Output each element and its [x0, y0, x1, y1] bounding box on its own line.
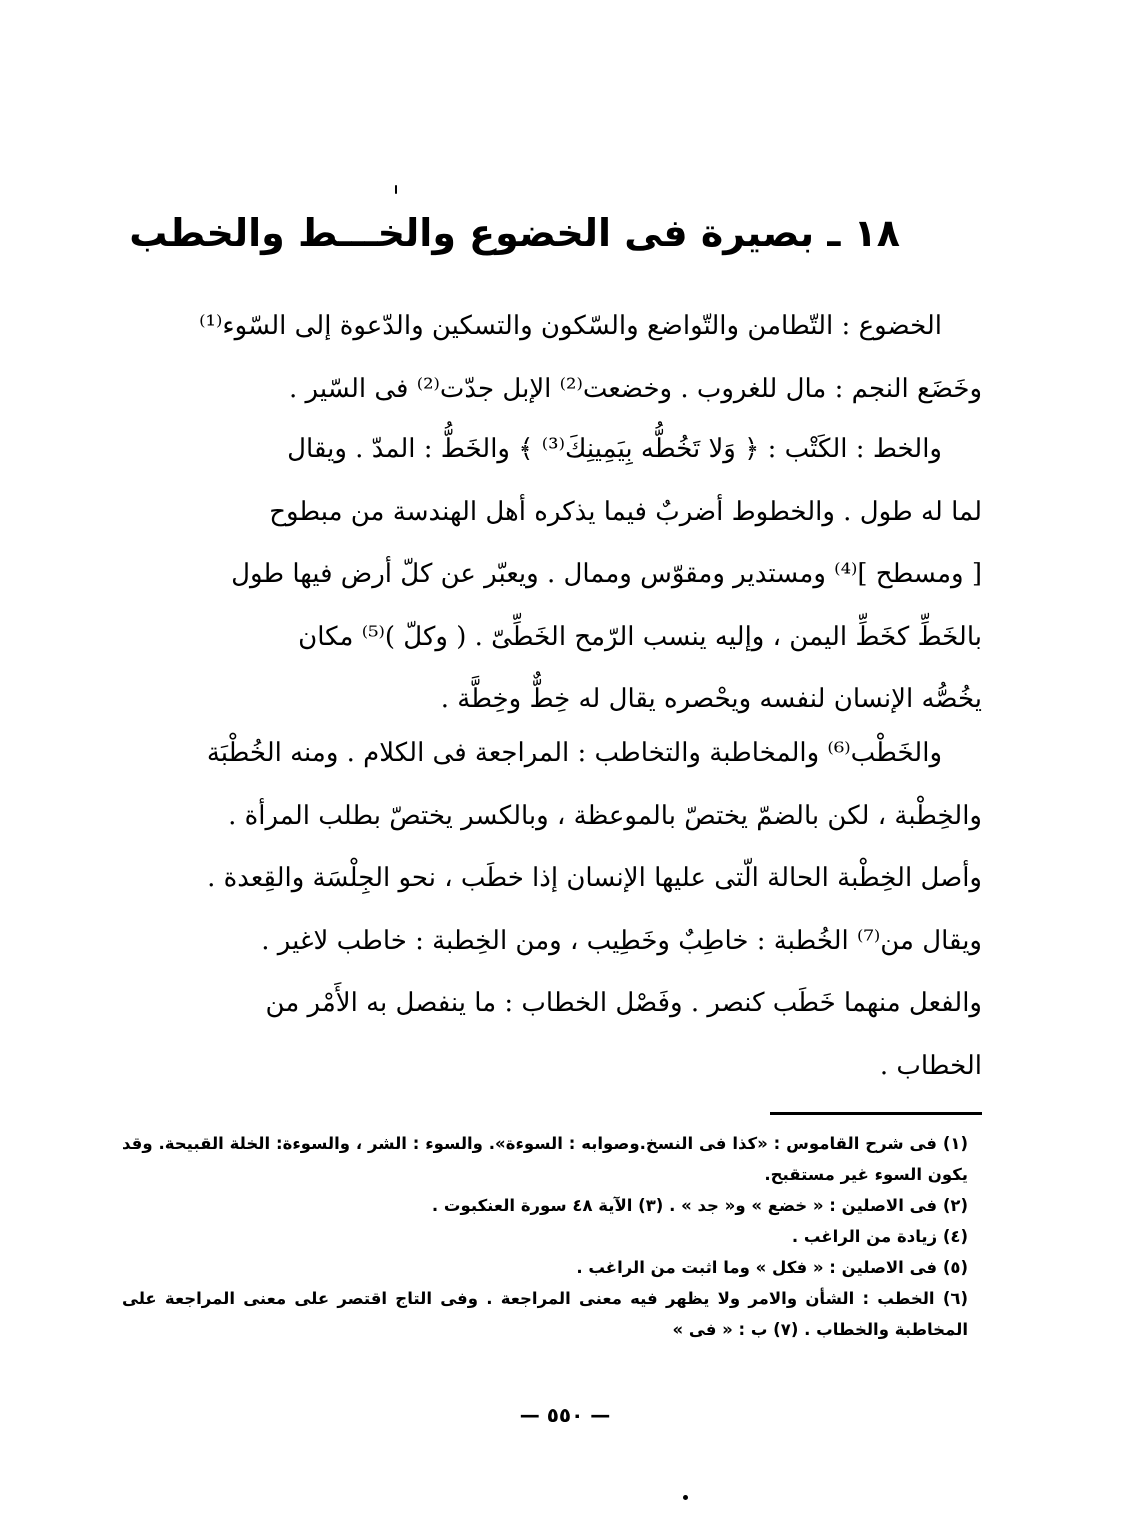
paragraph-khatb: [122, 722, 982, 1097]
paragraph-line: والخط : الكَتْب : ﴿ وَلا تَخُطُّه بِيَمِينِكَ⁽³⁾ ﴾ والخَطُّ : المدّ . ويقال: [287, 434, 942, 464]
footnotes: [122, 1128, 982, 1345]
paragraph-line: [ ومسطح ]⁽⁴⁾ ومستدير ومقوّس وممال . ويعبّر عن كلّ أرض فيها طول: [231, 559, 982, 589]
paragraph-line: ويقال من⁽⁷⁾ الخُطبة : خاطِبٌ وخَطِيب ، ومن الخِطبة : خاطب لاغير .: [261, 925, 982, 956]
paragraph-line: والفعل منهما خَطَب كنصر . وفَصْل الخطاب : ما ينفصل به الأَمْر من: [265, 988, 982, 1018]
scan-speck: [683, 1495, 688, 1500]
footnote: (٢) فى الاصلين : « خضع » و« جد » . (٣) الآية ٤٨ سورة العنكبوت .: [431, 1196, 968, 1215]
paragraph-line: وخَضَع النجم : مال للغروب . وخضعت⁽²⁾ الإبل جدّت⁽²⁾ فى السّير .: [289, 373, 982, 404]
paragraph-line: وأصل الخِطْبة الحالة الّتى عليها الإنسان إذا خطَب ، نحو الجِلْسَة والقِعدة .: [207, 863, 982, 893]
footnote: (٤) زيادة من الراغب .: [791, 1227, 968, 1246]
paragraph-khudu: [122, 295, 982, 420]
paragraph-line: والخِطْبة ، لكن بالضمّ يختصّ بالموعظة ، وبالكسر يختصّ بطلب المرأة .: [228, 800, 982, 831]
paragraph-line: بالخَطِّ كخَطِّ اليمن ، وإليه ينسب الرّمح الخَطِّىّ . ( وكلّ )⁽⁵⁾ مكان: [298, 621, 982, 652]
footnote: (٦) الخطب : الشأن والامر ولا يظهر فيه معنى المراجعة . وفى التاج اقتصر على معنى المراجعة على المخاطبة والخطاب . (٧) ب : « فى »: [122, 1289, 968, 1339]
paragraph-line: الخضوع : التّطامن والتّواضع والسّكون والتسكين والدّعوة إلى السّوء⁽¹⁾: [199, 311, 942, 341]
paragraph-line: يخُصُّه الإنسان لنفسه ويحْصره يقال له خِطٌّ وخِطَّة .: [440, 684, 982, 714]
paragraph-line: لما له طول . والخطوط أضربٌ فيما يذكره أهل الهندسة من مبطوح: [269, 496, 982, 527]
section-title: ١٨ ـ بصيرة فى الخضوع والخـــط والخطب: [129, 211, 900, 255]
page-number: — ٥٥٠ —: [519, 1403, 611, 1427]
footnote: (٥) فى الاصلين : « فكل » وما اثبت من الراغب .: [576, 1258, 968, 1277]
footnote-separator: [770, 1112, 982, 1115]
footnote: (١) فى شرح القاموس : «كذا فى النسخ.وصوابه : السوءة». والسوء : الشر ، والسوءة: الخلة القبيحة. وقد يكون السوء غير مستقبح.: [122, 1134, 968, 1184]
scan-speck: [395, 185, 397, 194]
paragraph-line: والخَطْب⁽⁶⁾ والمخاطبة والتخاطب : المراجعة فى الكلام . ومنه الخُطْبَة: [206, 738, 942, 768]
paragraph-khatt: [122, 418, 982, 731]
paragraph-line: الخطاب .: [879, 1050, 982, 1081]
